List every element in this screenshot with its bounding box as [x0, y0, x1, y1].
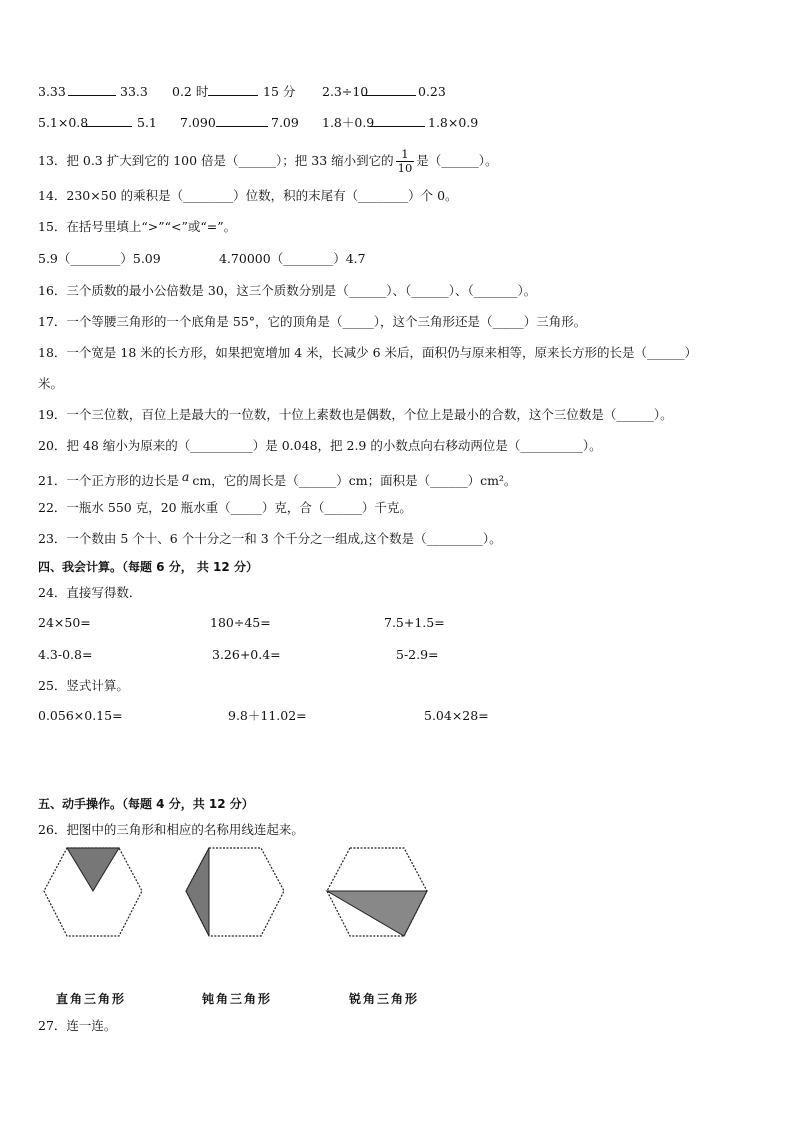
- question-14: 14．230×50 的乘积是（________）位数，积的末尾有（________）个 0。: [38, 188, 458, 203]
- answer-blank[interactable]: [82, 114, 132, 127]
- hexagon-figure-2: [182, 843, 288, 941]
- compare-left: 0.2 时: [172, 84, 209, 99]
- answer-blank[interactable]: [216, 114, 268, 127]
- answer-blank[interactable]: [208, 83, 258, 96]
- compare-left: 5.1×0.8: [38, 115, 89, 130]
- fraction: [396, 148, 415, 175]
- fraction-numerator: 1: [396, 148, 415, 162]
- question-13: [38, 148, 498, 175]
- compare-left: 7.090: [180, 115, 216, 130]
- section-5-heading: 五、动手操作。（每题 4 分，共 12 分）: [38, 797, 254, 811]
- question-16: 16．三个质数的最小公倍数是 30，这三个质数分别是（______）、（______）、（_______）。: [38, 283, 537, 298]
- variable-a: a: [181, 469, 190, 484]
- question-21: [38, 468, 516, 490]
- answer-blank[interactable]: [68, 83, 116, 96]
- question-17: 17．一个等腰三角形的一个底角是 55°，它的顶角是（_____），这个三角形还是（_____）三角形。: [38, 314, 587, 329]
- label-acute-triangle[interactable]: 锐角三角形: [349, 992, 420, 1006]
- section-4-heading: 四、我会计算。（每题 6 分， 共 12 分）: [38, 560, 258, 574]
- compare-right: 15 分: [263, 84, 296, 99]
- obtuse-triangle-shape: [186, 848, 209, 936]
- compare-left: 2.3÷10: [322, 84, 369, 99]
- calc-item: 0.056×0.15=: [38, 708, 123, 723]
- label-obtuse-triangle[interactable]: 钝角三角形: [202, 992, 273, 1006]
- compare-right: 7.09: [271, 115, 299, 130]
- calc-item: 9.8＋11.02=: [228, 708, 307, 723]
- question-20: 20．把 48 缩小为原来的（__________）是 0.048，把 2.9 的小数点向右移动两位是（__________）。: [38, 438, 602, 453]
- hexagon-figure-3: [323, 843, 431, 941]
- question-18-cont: 米。: [38, 376, 64, 391]
- calc-item: 5-2.9=: [396, 647, 439, 662]
- hexagon-figure-1: [40, 843, 146, 941]
- answer-blank[interactable]: [362, 83, 416, 96]
- compare-right: 5.1: [137, 115, 157, 130]
- question-text: 13．把 0.3 扩大到它的 100 倍是（______）；把 33 缩小到它的: [38, 153, 394, 168]
- calc-item: 180÷45=: [210, 615, 271, 630]
- compare-right: 1.8×0.9: [428, 115, 479, 130]
- question-text: 21．一个正方形的边长是: [38, 473, 179, 488]
- calc-item: 5.04×28=: [424, 708, 489, 723]
- compare-right: 33.3: [120, 84, 148, 99]
- calc-item: 3.26+0.4=: [212, 647, 281, 662]
- question-26: 26．把图中的三角形和相应的名称用线连起来。: [38, 822, 304, 837]
- compare-item: 5.9（________）5.09: [38, 251, 161, 266]
- compare-right: 0.23: [418, 84, 446, 99]
- calc-item: 7.5+1.5=: [384, 615, 445, 630]
- question-24: 24．直接写得数．: [38, 585, 142, 600]
- compare-left: 1.8＋0.9: [322, 115, 375, 130]
- compare-item: 4.70000（________）4.7: [219, 251, 366, 266]
- question-19: 19．一个三位数，百位上是最大的一位数，十位上素数也是偶数，个位上是最小的合数，这个三位数是（______）。: [38, 407, 673, 422]
- question-text: cm，它的周长是（______）cm；面积是（______）cm²。: [192, 473, 517, 488]
- answer-blank[interactable]: [369, 114, 425, 127]
- fraction-denominator: 10: [397, 161, 413, 175]
- compare-left: 3.33: [38, 84, 66, 99]
- question-15: 15．在括号里填上“>”“<”或“=”。: [38, 219, 237, 234]
- label-right-triangle[interactable]: 直角三角形: [56, 992, 127, 1006]
- calc-item: 4.3-0.8=: [38, 647, 93, 662]
- question-27: 27．连一连。: [38, 1018, 117, 1033]
- question-text: 是（______）。: [416, 153, 498, 168]
- calc-item: 24×50=: [38, 615, 91, 630]
- question-22: 22．一瓶水 550 克，20 瓶水重（_____）克，合（______）千克。: [38, 500, 412, 515]
- question-23: 23．一个数由 5 个十、6 个十分之一和 3 个千分之一组成,这个数是（_________）。: [38, 531, 502, 546]
- question-25: 25．竖式计算。: [38, 678, 129, 693]
- question-18: 18．一个宽是 18 米的长方形，如果把宽增加 4 米，长减少 6 米后，面积仍与原来相等，原来长方形的长是（______）: [38, 345, 698, 360]
